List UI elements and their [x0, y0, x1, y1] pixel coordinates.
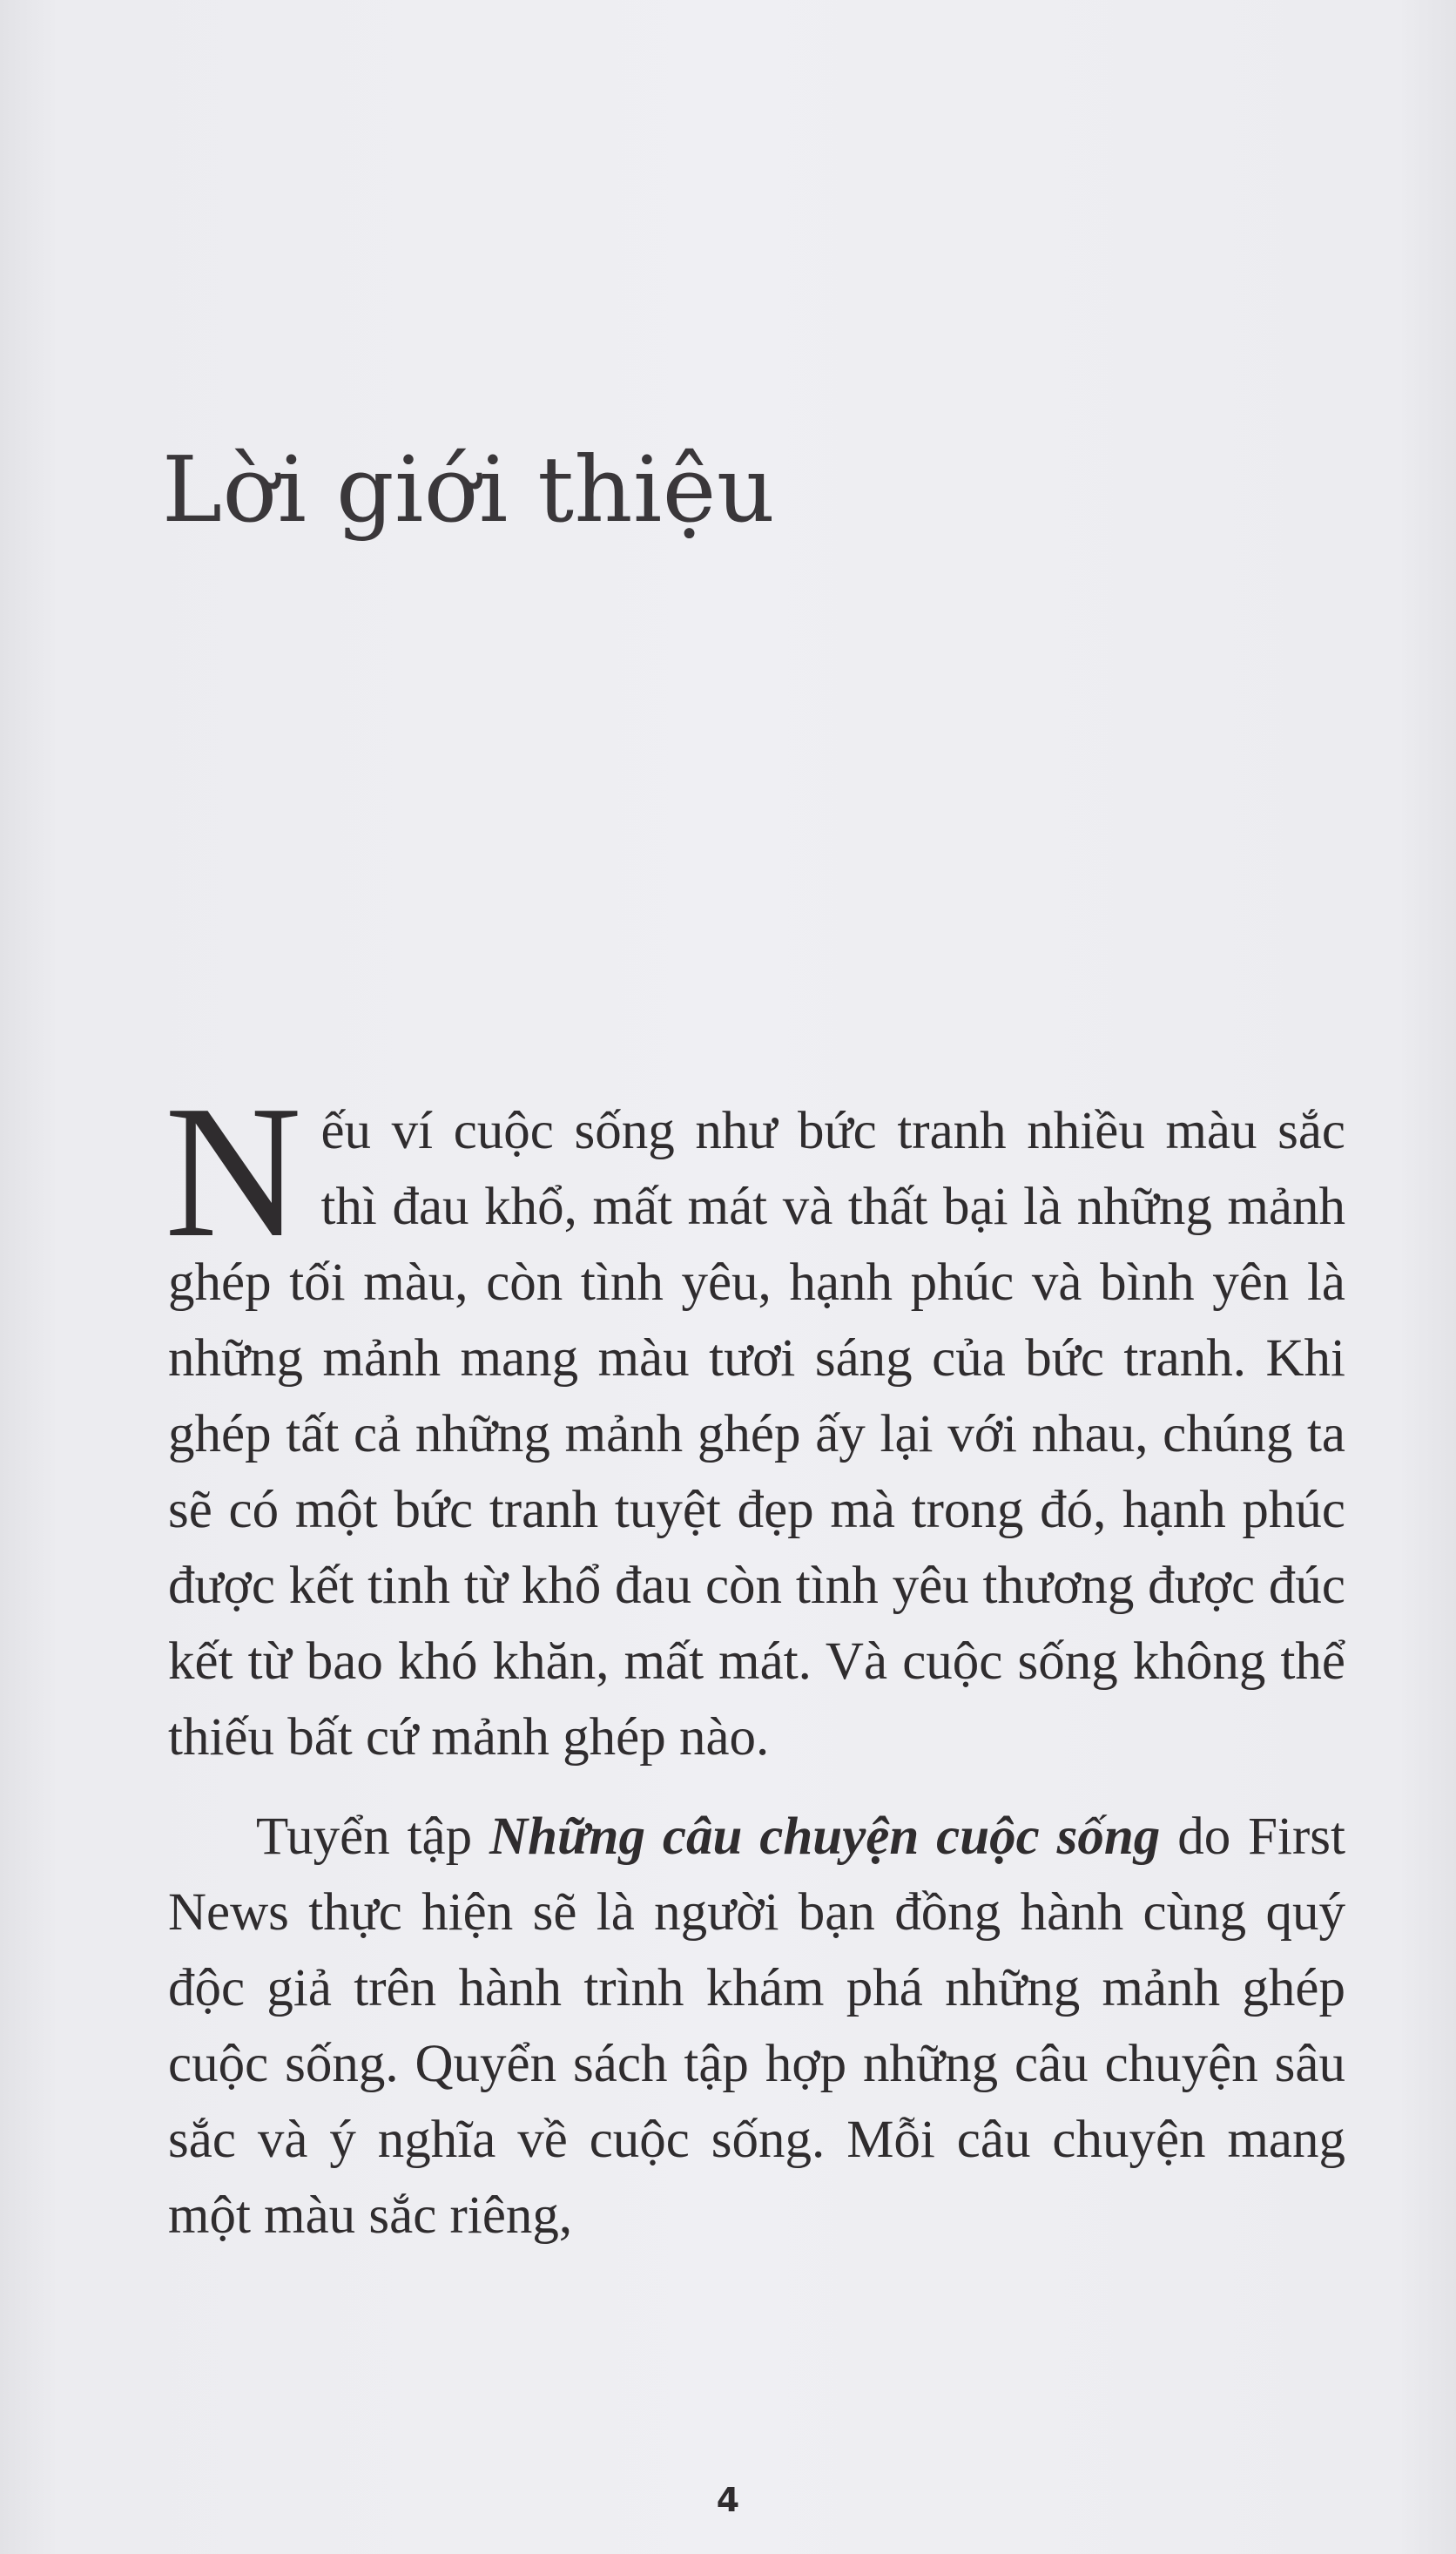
paragraph-book — [168, 1799, 1345, 2253]
body-text — [165, 1067, 1345, 2253]
chapter-title: Lời giới thiệu — [162, 436, 776, 543]
paragraph-intro — [165, 1067, 1345, 1775]
paragraph-book-lead: Tuyển tập — [256, 1807, 490, 1866]
book-title: Những câu chuyện cuộc sống — [489, 1807, 1161, 1866]
paragraph-book-text: do First News thực hiện sẽ là người bạn đồng hành cùng quý độc giả trên hành trình khám phá những mảnh ghép cuộc sống. Quyển sách tập hợp những câu chuyện sâu sắc và ý nghĩa về cuộc sống. Mỗi câu chuyện mang một màu sắc riêng, — [168, 1807, 1345, 2245]
drop-cap: N — [165, 1067, 302, 1277]
paragraph-intro-text: ếu ví cuộc sống như bức tranh nhiều màu sắc thì đau khổ, mất mát và thất bại là những mảnh ghép tối màu, còn tình yêu, hạnh phúc và bình yên là những mảnh mang màu tươi sáng của bức tranh. Khi ghép tất cả những mảnh ghép ấy lại với nhau, chúng ta sẽ có một bức tranh tuyệt đẹp mà trong đó, hạnh phúc được kết tinh từ khổ đau còn tình yêu thương được đúc kết từ bao khó khăn, mất mát. Và cuộc sống không thể thiếu bất cứ mảnh ghép nào. — [168, 1102, 1345, 1767]
page-number: 4 — [716, 2481, 740, 2519]
